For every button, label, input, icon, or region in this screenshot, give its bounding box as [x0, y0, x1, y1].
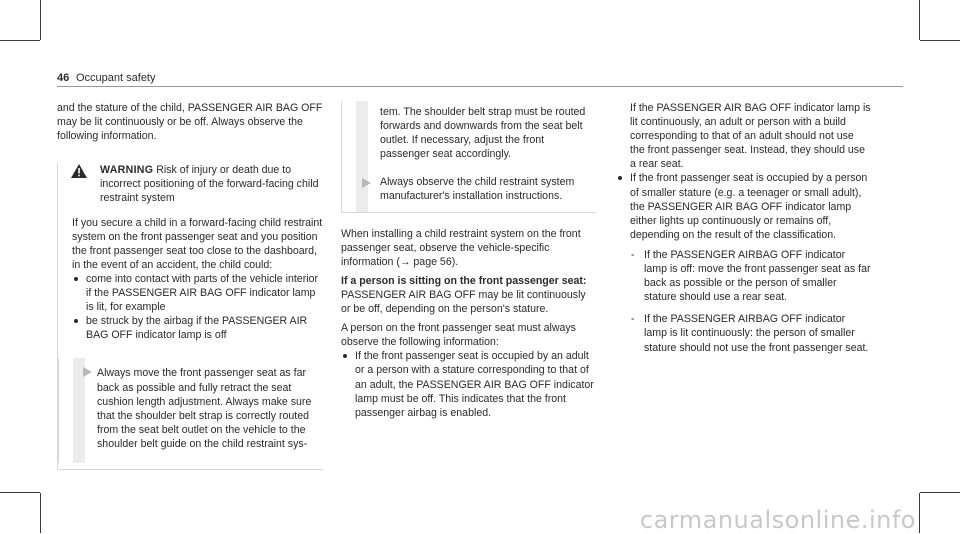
section-title: Occupant safety — [76, 72, 156, 84]
subheading: If a person is sitting on the front passenger seat: — [341, 274, 587, 287]
note-text: Always observe the child restraint system manufacturer's installation instructions. — [380, 176, 575, 203]
column-2 — [341, 101, 596, 420]
list-item: be struck by the airbag if the PASSENGER AIR BAG OFF indicator lamp is off — [72, 314, 323, 342]
crop-mark — [40, 493, 41, 533]
column-3 — [616, 101, 871, 363]
bullet-list — [341, 349, 596, 419]
list-item: - If the PASSENGER AIRBAG OFF indicator lamp is off: move the front passenger seat as far back as possible or the person of smaller stature should use a rear seat. — [631, 248, 871, 304]
warning-text: Risk of injury or death due to incorrect positioning of the forward-facing child restraint system — [100, 164, 319, 205]
note-continued-text: tem. The shoulder belt strap must be routed forwards and downwards from the seat belt outlet. If necessary, adjust the front passenger seat accordingly. — [380, 106, 586, 161]
page-header — [57, 71, 903, 91]
bullet-icon — [618, 176, 622, 180]
info-paragraph: A person on the front passenger seat must always observe the following information: — [341, 322, 576, 349]
warning-bullet-list — [72, 272, 323, 342]
bullet-icon — [74, 319, 78, 323]
list-item: come into contact with parts of the vehicle interior if the PASSENGER AIR BAG OFF indicator lamp is lit, for example — [72, 272, 323, 314]
column-1 — [57, 101, 323, 470]
watermark: carmanualsonline.info — [639, 505, 916, 534]
crop-mark — [40, 0, 41, 40]
warning-title: WARNING — [100, 164, 154, 177]
crop-mark — [0, 40, 40, 41]
dash-marker: - — [631, 313, 635, 326]
page-number: 46 — [57, 72, 70, 84]
note-box — [58, 358, 323, 463]
bullet-icon — [74, 277, 78, 281]
list-item: - If the PASSENGER AIRBAG OFF indicator lamp is lit continuously: the person of smaller stature should not use the front passenger seat. — [631, 313, 869, 354]
list-item: If the PASSENGER AIR BAG OFF indicator lamp is lit continuously, an adult or person with a build corresponding to that of an adult should not use the front passenger seat. Instead, they should use a rear seat. — [630, 102, 871, 171]
crop-mark — [920, 492, 960, 493]
crop-mark — [0, 492, 40, 493]
note-arrow-icon — [81, 366, 93, 378]
dash-marker: - — [631, 248, 635, 261]
intro-paragraph: and the stature of the child, PASSENGER AIR BAG OFF may be lit continuously or be off. Always observe the following information. — [57, 102, 323, 143]
warning-body: If you secure a child in a forward-facing child restraint system on the front passenger seat and you position the front passenger seat too close to the dashboard, in the event of an accident, the child could: — [72, 216, 323, 271]
crop-mark — [919, 0, 920, 40]
bullet-list — [616, 101, 871, 242]
warning-triangle-icon — [70, 163, 88, 179]
note-arrow-icon — [360, 177, 372, 189]
crop-mark — [919, 493, 920, 533]
note-text: Always move the front passenger seat as far back as possible and fully retract the seat cushion length adjustment. Always make sure that the shoulder belt strap is correctly routed from the seat belt outlet on the vehicle to the shoulder belt guide on the child restraint sys- — [97, 367, 312, 450]
list-item: If the front passenger seat is occupied by a person of smaller stature (e.g. a teenager or small adult), the PASSENGER AIR BAG OFF indicator lamp either lights up continuously or remains off, depending on the result of the classification. — [616, 171, 871, 241]
note-box-continued — [341, 101, 596, 213]
warning-heading — [70, 163, 323, 205]
header-divider — [57, 86, 903, 87]
install-paragraph: When installing a child restraint system on the front passenger seat, observe the vehicle-specific information (→ page 56). — [341, 227, 581, 268]
dash-list — [630, 248, 871, 355]
warning-box — [57, 163, 323, 470]
crop-mark — [920, 40, 960, 41]
list-item: If the front passenger seat is occupied by an adult or a person with a stature corresponding to that of an adult, the PASSENGER AIR BAG OFF indicator lamp must be off. This indicates that the front passenger airbag is enabled. — [341, 349, 596, 419]
bullet-icon — [343, 354, 347, 358]
occupied-paragraph: If a person is sitting on the front passenger seat: PASSENGER AIR BAG OFF may be lit continuously or be off, depending on the person's stature. — [341, 274, 587, 316]
